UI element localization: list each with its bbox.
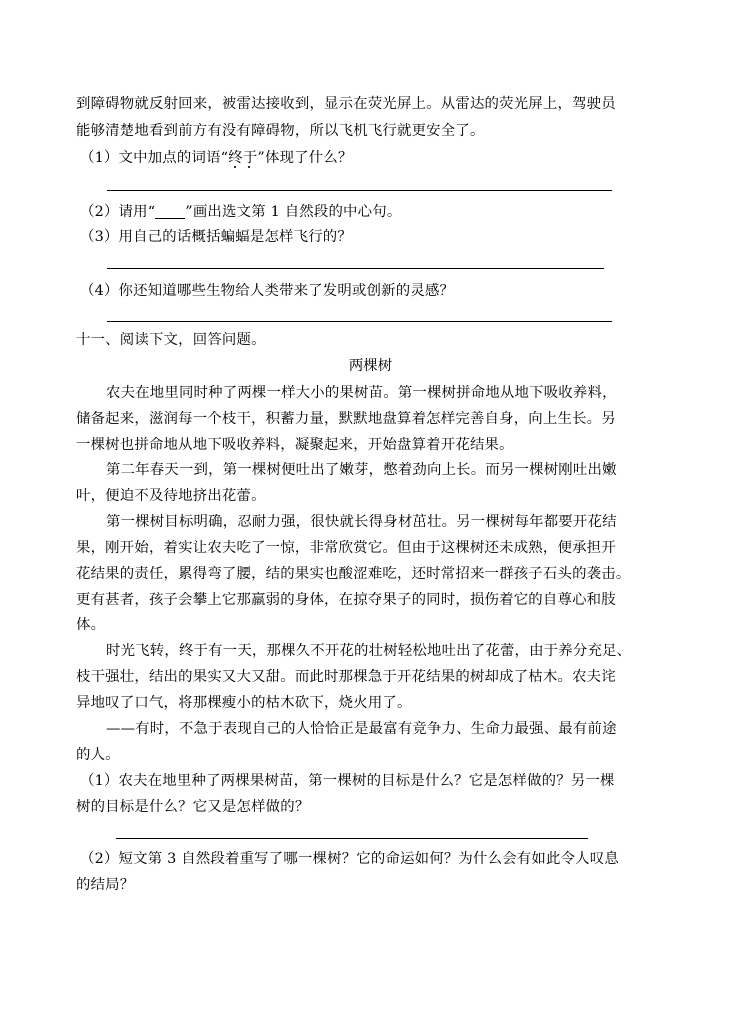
section-heading: 十一、阅读下文，回答问题。 <box>76 332 266 348</box>
answer-line-4[interactable] <box>107 321 612 322</box>
question-4: （4）你还知道哪些生物给人类带来了发明或创新的灵感？ <box>80 283 455 299</box>
underline-mark <box>155 206 185 219</box>
paragraph-line: ——有时，不急于表现自己的人恰恰正是最富有竞争力、生命力最强、最有前途 <box>106 721 617 737</box>
passage-title: 两棵树 <box>348 358 393 374</box>
paragraph-line: 枝干强壮，结出的果实又大又甜。而此时那棵急于开花结果的树却成了枯木。农夫诧 <box>76 669 616 685</box>
question-2-line: （2）短文第 3 自然段着重写了哪一棵树？它的命运如何？为什么会有如此令人叹息 <box>80 851 619 867</box>
question-2 <box>80 202 670 222</box>
paragraph-line: 花结果的责任，累得弯了腰，结的果实也酸涩难吃，还时常招来一群孩子石头的袭击。 <box>76 566 631 582</box>
question-1 <box>80 148 670 168</box>
paragraph-line: 农夫在地里同时种了两棵一样大小的果树苗。第一棵树拼命地从地下吸收养料， <box>106 385 617 401</box>
paragraph-line: 的人。 <box>76 747 120 763</box>
paragraph-line: 时光飞转，终于有一天，那棵久不开花的壮树轻松地吐出了花蕾，由于养分充足、 <box>106 643 632 659</box>
paragraph-line: 叶，便迫不及待地挤出花蕾。 <box>76 488 266 504</box>
paragraph-line: 更有甚者，孩子会攀上它那羸弱的身体，在掠夺果子的同时，损伤着它的自尊心和肢 <box>76 592 616 608</box>
paragraph-line: 体。 <box>76 617 106 633</box>
answer-line-5[interactable] <box>116 838 588 839</box>
question-2-line: 的结局？ <box>76 877 135 893</box>
question-1-line: 树的目标是什么？它又是怎样做的？ <box>76 799 310 815</box>
paragraph-line: 第一棵树目标明确，忍耐力强，很快就长得身材茁壮。另一棵树每年都要开花结 <box>106 514 617 530</box>
paragraph-line: 果，刚开始，着实让农夫吃了一惊，非常欣赏它。但由于这棵树还未成熟，便承担开 <box>76 540 616 556</box>
dotted-word: 终于 <box>228 150 257 169</box>
answer-line-3[interactable] <box>107 268 604 269</box>
question-3: （3）用自己的话概括蝙蝠是怎样飞行的？ <box>80 229 352 245</box>
paragraph-line: 储备起来，滋润每一个枝干，积蓄力量，默默地盘算着怎样完善自身，向上生长。另 <box>76 411 616 427</box>
paragraph-line: 一棵树也拼命地从地下吸收养料，凝聚起来，开始盘算着开花结果。 <box>76 437 514 453</box>
question-1-prefix: （1）文中加点的词语“ <box>80 150 229 166</box>
paragraph-line: 到障碍物就反射回来，被雷达接收到，显示在荧光屏上。从雷达的荧光屏上，驾驶员 <box>76 96 616 112</box>
question-2-prefix: （2）请用“ <box>80 204 156 220</box>
paragraph-line: 第二年春天一到，第一棵树便吐出了嫩芽，憋着劲向上长。而另一棵树刚吐出嫩 <box>106 462 617 478</box>
question-1-suffix: ”体现了什么？ <box>257 150 353 166</box>
question-2-suffix: ”画出选文第 1 自然段的中心句。 <box>185 204 402 220</box>
question-1-line: （1）农夫在地里种了两棵果树苗，第一棵树的目标是什么？它是怎样做的？另一棵 <box>80 773 615 789</box>
paragraph-line: 能够清楚地看到前方有没有障碍物，所以飞机飞行就更安全了。 <box>76 123 485 139</box>
answer-line-1[interactable] <box>107 190 612 191</box>
paragraph-line: 异地叹了口气，将那棵瘦小的枯木砍下，烧火用了。 <box>76 695 412 711</box>
